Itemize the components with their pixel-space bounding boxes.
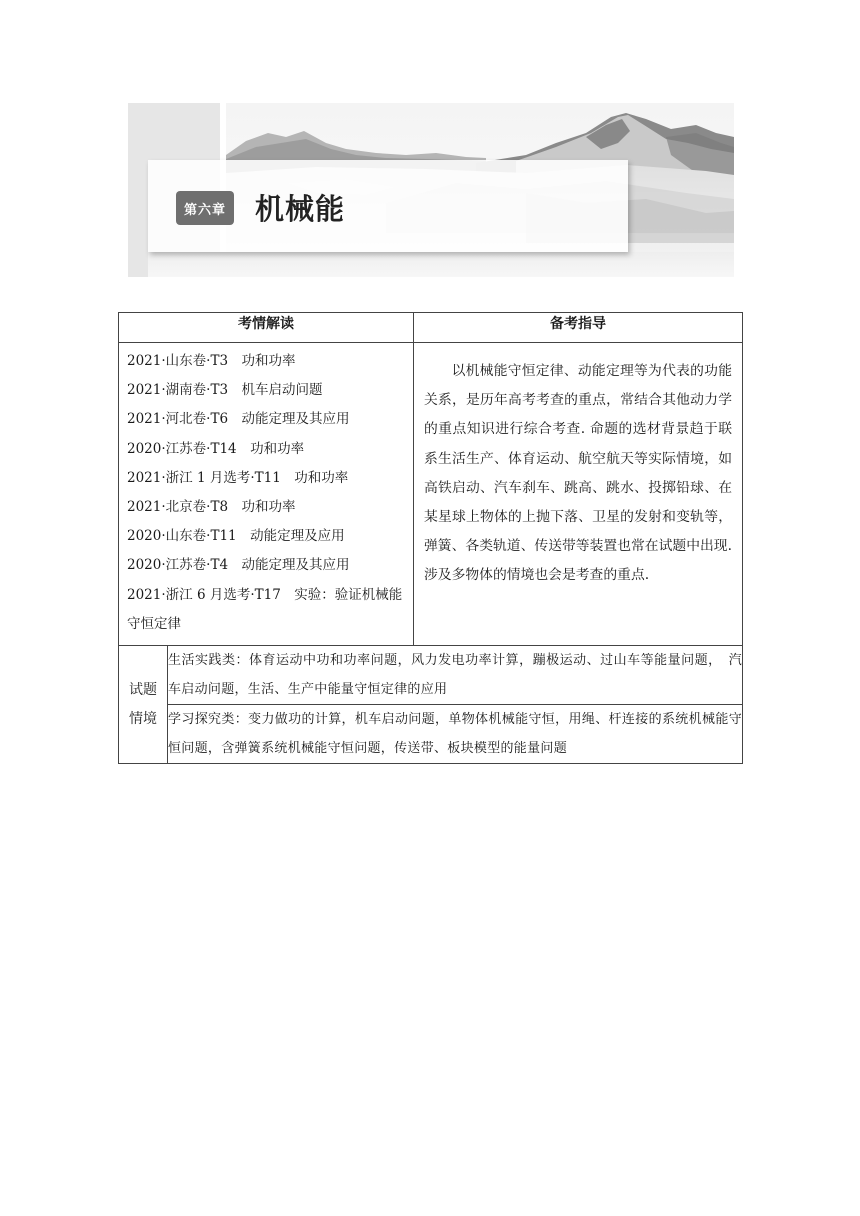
exam-item: 2021·山东卷·T3 功和功率 [127, 353, 296, 369]
guidance-paragraph: 以机械能守恒定律、动能定理等为代表的功能关系，是历年高考考查的重点，常结合其他动力学的重点知识进行综合考查. 命题的选材背景趋于联系生活生产、体育运动、航空航天等实际情境，如高铁启动、汽车刹车、跳高、跳水、投掷铅球、在某星球上物体的上抛下落、卫星的发射和变轨等，弹簧、各类轨道、传送带等装置也常在试题中出现. 涉及多物体的情境也会是考查的重点. [424, 363, 732, 584]
situation-study-explore: 学习探究类：变力做功的计算，机车启动问题，单物体机械能守恒，用绳、杆连接的系统机械能守恒问题，含弹簧系统机械能守恒问题，传送带、板块模型的能量问题 [168, 705, 743, 764]
situation-label-line: 试题 [129, 681, 157, 698]
chapter-banner [128, 103, 734, 277]
situation-life-practice: 生活实践类：体育运动中功和功率问题，风力发电功率计算，蹦极运动、过山车等能量问题， 汽车启动问题，生活、生产中能量守恒定律的应用 [168, 646, 743, 705]
exam-item-list-cell [119, 343, 414, 646]
guidance-cell [414, 343, 743, 646]
exam-item-list [119, 343, 413, 645]
chapter-number-badge: 第六章 [176, 191, 234, 225]
exam-item: 2020·江苏卷·T4 动能定理及其应用 [127, 557, 350, 574]
situation-label-cell [119, 646, 168, 764]
table-content-row [119, 343, 743, 646]
header-study-guidance: 备考指导 [414, 313, 743, 343]
situation-label-line: 情境 [129, 710, 157, 727]
banner-bottom-band [148, 252, 734, 277]
exam-item: 2021·北京卷·T8 功和功率 [127, 499, 296, 516]
exam-item: 2020·山东卷·T11 动能定理及应用 [127, 528, 345, 545]
exam-item: 2021·河北卷·T6 动能定理及其应用 [127, 411, 350, 428]
exam-item: 2021·湖南卷·T3 机车启动问题 [127, 382, 323, 399]
exam-item: 2020·江苏卷·T14 功和功率 [127, 440, 305, 457]
situation-life-row [119, 646, 743, 705]
chapter-title-card [148, 160, 628, 252]
exam-item: 2021·浙江 6 月选考·T17 实验：验证机械能守恒定律 [127, 586, 403, 632]
exam-item: 2021·浙江 1 月选考·T11 功和功率 [127, 469, 349, 486]
exam-analysis-table [118, 312, 743, 764]
chapter-title: 机械能 [255, 192, 346, 226]
situation-study-row [119, 705, 743, 764]
table-header-row [119, 313, 743, 343]
header-exam-analysis: 考情解读 [119, 313, 414, 343]
